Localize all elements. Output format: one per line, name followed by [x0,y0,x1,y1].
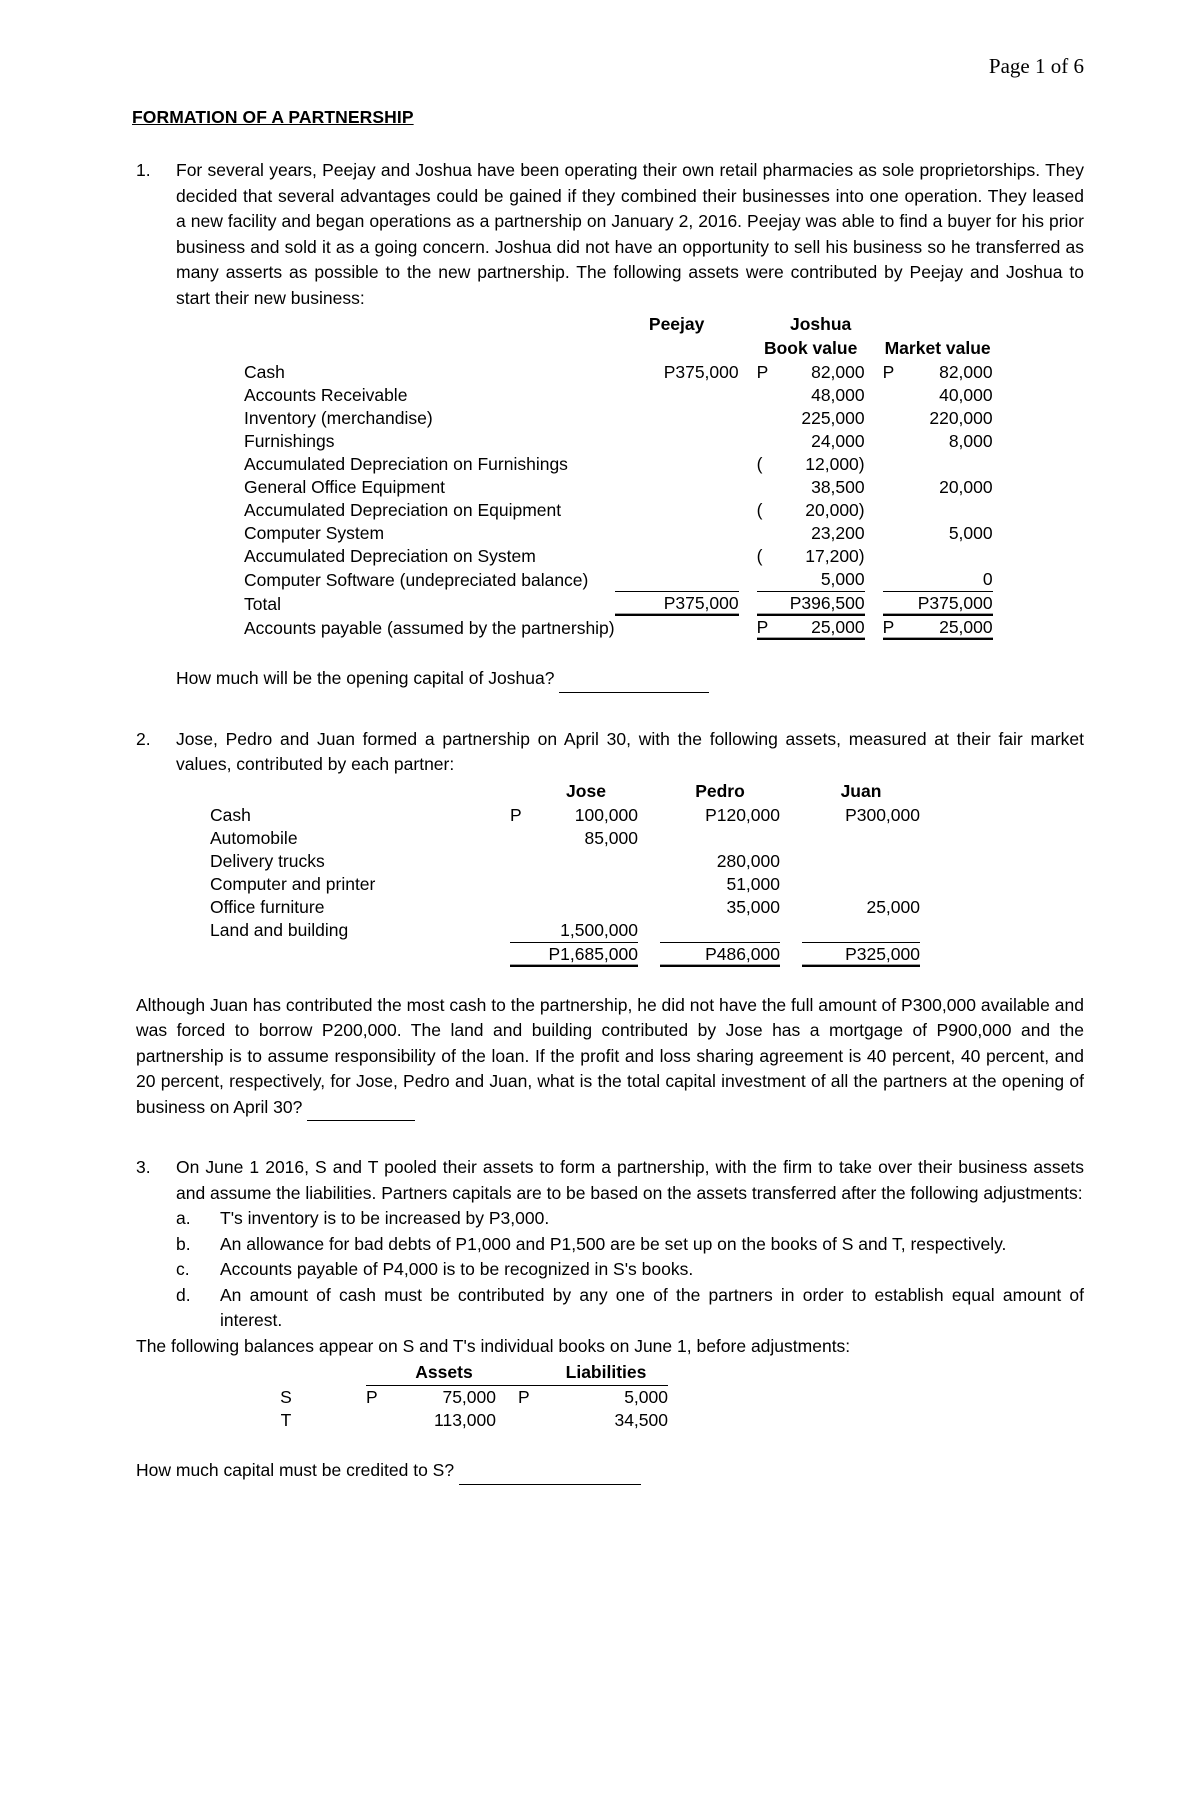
cell-currency: ( [756,500,763,520]
table-row [244,407,993,430]
cell-total-jose: P1,685,000 [534,942,638,966]
row-label: Automobile [210,827,298,848]
cell-jose [534,896,638,919]
item-2-closing-paragraph [136,993,1084,1122]
cell-currency [518,1409,544,1432]
cell-book-value: 17,200) [805,546,865,566]
row-label: Land and building [210,920,349,940]
cell-currency [510,896,534,919]
cell-currency: ( [756,546,763,566]
cell-jose [534,850,638,873]
table-row-land [210,919,920,943]
table-row [244,430,993,453]
table-row [210,850,920,873]
sub-item-letter: d. [176,1284,191,1305]
cell-market-value: 220,000 [929,408,993,428]
cell-currency [510,919,534,943]
cell-peejay [615,522,739,545]
question-item-3 [136,1155,1084,1334]
cell-book-value: 5,000 [777,568,865,592]
cell-peejay [615,545,739,568]
header-pedro: Pedro [695,780,745,801]
cell-peejay [615,453,739,476]
table-row [244,499,993,522]
question-item-2 [136,727,1084,967]
cell-market-value: 8,000 [948,431,993,451]
cell-total-pedro: P486,000 [660,942,780,966]
row-label: Furnishings [244,431,335,451]
row-label: Accumulated Depreciation on System [244,546,536,566]
question-1-prompt [176,666,1084,693]
cell-currency [510,827,534,850]
item-3-body: On June 1 2016, S and T pooled their assets to form a partnership, with the firm to take over their business assets and assume the liabilities. Partners capitals are to be based on the assets transferred after the following adjustments: [176,1157,1084,1203]
sub-item-text: Accounts payable of P4,000 is to be recognized in S's books. [220,1259,694,1279]
cell-pedro: 51,000 [726,873,780,894]
header-liabilities: Liabilities [544,1361,668,1386]
table-row-header-group [244,313,993,337]
table-row [206,1386,668,1410]
table-row [244,453,993,476]
cell-liabilities: 5,000 [624,1387,668,1407]
cell-total-juan: P325,000 [802,942,920,966]
cell-book-value: 225,000 [801,408,865,428]
row-label-total [210,942,510,966]
table-row [210,827,920,850]
cell-jose [534,873,638,896]
cell-peejay: P375,000 [663,362,739,382]
cell-peejay [615,430,739,453]
sub-item-text: An amount of cash must be contributed by any one of the partners in order to establish equal amount of interest. [220,1284,1084,1330]
cell-currency [757,522,777,545]
row-label-t: T [280,1410,292,1430]
cell-juan [802,873,920,896]
row-label: Office furniture [210,896,325,917]
table-row-total [210,942,920,966]
sub-item-letter: a. [176,1208,191,1228]
row-label-total: Total [244,593,281,614]
sub-item-c [176,1257,1084,1283]
header-jose: Jose [566,780,606,801]
item-3-sub-list [176,1206,1084,1334]
cell-currency [757,568,777,592]
item-number-2: 2. [136,728,151,749]
cell-peejay [615,384,739,407]
cell-payable-market-value: 25,000 [903,616,993,640]
cell-book-value: 38,500 [811,477,865,497]
cell-juan [802,827,920,850]
item-2-body: Jose, Pedro and Juan formed a partnership on April 30, with the following assets, measured at their fair market values, contributed by each partner: [176,728,1084,774]
cell-juan [802,919,920,943]
row-label: Accumulated Depreciation on Equipment [244,500,562,520]
cell-currency [883,545,903,568]
cell-currency [883,407,903,430]
cell-book-value: 23,200 [811,523,865,543]
cell-currency [757,407,777,430]
cell-currency [883,453,903,476]
cell-currency: P [510,804,522,825]
cell-book-value: 82,000 [811,362,865,382]
cell-jose: 85,000 [584,827,638,848]
table-row [244,476,993,499]
table-s-t-balances [206,1361,668,1432]
cell-juan: 25,000 [866,896,920,917]
cell-market-value [903,453,993,476]
table-row-header [206,1361,668,1386]
sub-item-a [176,1206,1084,1232]
cell-juan: P300,000 [845,804,920,825]
cell-currency [510,873,534,896]
table-row-total [244,592,993,616]
answer-blank-3[interactable] [459,1458,641,1485]
row-label-payable: Accounts payable (assumed by the partnership) [244,617,615,638]
cell-currency: P [882,362,895,382]
cell-liabilities: 34,500 [614,1410,668,1430]
table-row [244,384,993,407]
row-label: Inventory (merchandise) [244,408,433,428]
cell-currency [366,1409,392,1432]
cell-book-value: 12,000) [805,454,865,474]
row-label: Accumulated Depreciation on Furnishings [244,454,568,474]
table-row-header [210,780,920,804]
header-juan: Juan [840,780,882,801]
row-label: Computer System [244,523,385,543]
header-peejay: Peejay [648,314,705,334]
row-label: Computer Software (undepreciated balance) [244,569,589,590]
cell-currency: P [366,1387,378,1407]
cell-peejay [615,407,739,430]
table-row [244,522,993,545]
cell-currency [883,430,903,453]
row-label: Delivery trucks [210,850,325,871]
cell-currency: P [756,362,769,382]
row-label: Computer and printer [210,873,376,894]
cell-currency [883,522,903,545]
header-assets: Assets [392,1361,496,1386]
page-number-header: Page 1 of 6 [988,54,1084,78]
table-row [244,545,993,568]
sub-item-letter: b. [176,1233,191,1254]
cell-currency [757,384,777,407]
question-1-text: How much will be the opening capital of Joshua? [176,668,555,688]
table-row-software [244,568,993,592]
cell-currency [883,568,903,592]
cell-market-value: 20,000 [939,477,993,497]
table-row [210,873,920,896]
item-number-3: 3. [136,1157,151,1177]
answer-blank-2[interactable] [307,1095,415,1122]
table-jose-pedro-juan-contributions [210,780,920,967]
cell-currency [883,476,903,499]
cell-book-value: 24,000 [811,431,865,451]
sub-item-b [176,1232,1084,1258]
cell-currency: ( [756,454,763,474]
sub-item-letter: c. [176,1259,190,1279]
question-item-1 [136,158,1084,693]
cell-peejay [615,568,739,592]
item-number-1: 1. [136,160,151,180]
cell-payable-peejay [615,616,739,640]
table-peejay-joshua-contributions [244,313,993,640]
table-row [210,896,920,919]
sub-item-text: An allowance for bad debts of P1,000 and P1,500 are be set up on the books of S and T, respectively. [220,1233,1007,1254]
cell-jose: 1,500,000 [534,919,638,943]
cell-payable-book-value: 25,000 [777,616,865,640]
cell-market-value: 82,000 [939,362,993,382]
table-row [210,804,920,827]
cell-market-value: 40,000 [939,385,993,405]
table-row [206,1409,668,1432]
item-3-balances-intro: The following balances appear on S and T's individual books on June 1, before adjustments: [136,1335,851,1356]
cell-market-value [903,545,993,568]
cell-total-book-value: P396,500 [777,592,865,616]
cell-book-value: 20,000) [805,500,865,520]
cell-peejay [615,499,739,522]
cell-market-value: 5,000 [948,523,993,543]
cell-pedro: 35,000 [726,896,780,917]
table-row-accounts-payable [244,616,993,640]
question-3-prompt [136,1458,1094,1485]
cell-assets: 113,000 [434,1410,496,1430]
header-joshua: Joshua [789,314,852,334]
cell-currency: P [757,616,777,640]
cell-juan [802,850,920,873]
cell-market-value: 0 [903,568,993,592]
header-book-value: Book value [763,338,858,358]
table-row-subheader [244,337,993,361]
cell-currency [510,850,534,873]
cell-book-value: 48,000 [811,385,865,405]
sub-item-d [176,1283,1084,1334]
cell-currency [883,499,903,522]
answer-blank-1[interactable] [559,666,709,693]
item-1-body: For several years, Peejay and Joshua have been operating their own retail pharmacies as sole proprietorships. They decided that several advantages could be gained if they combined their businesses into one operation. They leased a new facility and began operations as a partnership on January 2, 2016. Peejay was able to find a buyer for his prior business and sold it as a going concern. Joshua did not have an opportunity to sell his business so he transferred as many asserts as possible to the new partnership. The following assets were contributed by Peejay and Joshua to start their new business: [176,160,1084,308]
cell-currency: P [883,616,903,640]
sub-item-text: T's inventory is to be increased by P3,000. [220,1208,550,1228]
cell-pedro [660,919,780,943]
row-label: Cash [244,362,285,382]
cell-pedro: 280,000 [716,850,780,871]
cell-pedro: P120,000 [705,804,780,825]
page-title: FORMATION OF A PARTNERSHIP [132,107,414,127]
cell-assets: 75,000 [442,1387,496,1407]
cell-pedro [660,827,780,850]
cell-currency [883,384,903,407]
cell-total-market-value: P375,000 [903,592,993,616]
cell-currency [757,430,777,453]
cell-peejay [615,476,739,499]
cell-currency [757,476,777,499]
cell-jose: 100,000 [574,804,638,825]
cell-currency: P [518,1387,530,1407]
row-label: Cash [210,804,251,825]
cell-total-peejay: P375,000 [615,592,739,616]
row-label-s: S [280,1387,292,1407]
header-market-value: Market value [884,338,991,358]
row-label: Accounts Receivable [244,385,408,405]
row-label: General Office Equipment [244,477,446,497]
question-3-text: How much capital must be credited to S? [136,1460,455,1480]
table-row [244,361,993,384]
cell-market-value [903,499,993,522]
item-2-closing-text: Although Juan has contributed the most cash to the partnership, he did not have the full amount of P300,000 available and was forced to borrow P200,000. The land and building contributed by Jose has a mortgage of P900,000 and the partnership is to assume responsibility of the loan. If the profit and loss sharing agreement is 40 percent, 40 percent, and 20 percent, respectively, for Jose, Pedro and Juan, what is the total capital investment of all the partners at the opening of business on April 30? [136,994,1084,1117]
